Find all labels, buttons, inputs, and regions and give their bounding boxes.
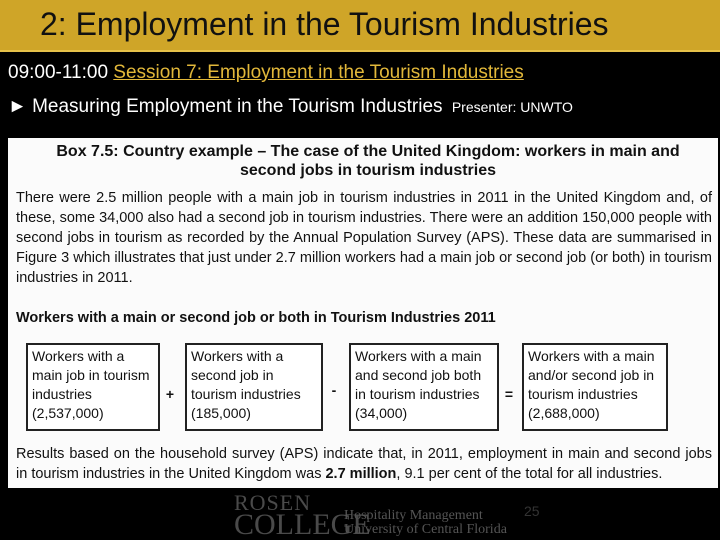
session-time: 09:00-11:00 <box>8 62 114 83</box>
box-paragraph: There were 2.5 million people with a main job in tourism industries in 2011 in the United Kingdom and, of these, some 34,000 also had a second job in tourism industries. There were an addition 150,000 people with second jobs in tourism as recorded by the Annual Population Survey (APS). These data are summarised in Figure 3 which illustrates that just under 2.7 million workers had a main job or second job (or both) in tourism industries in 2011. <box>16 190 712 286</box>
plus-operator: + <box>165 386 175 402</box>
box-title: Box 7.5: Country example – The case of the United Kingdom: workers in main and second jobs in tourism industries <box>56 143 680 179</box>
minus-operator: - <box>331 382 337 398</box>
workers-box-total <box>522 343 668 431</box>
page-number: 25 <box>524 503 540 519</box>
workers-box-second <box>185 343 323 431</box>
logo-hospitality: Hospitality Management <box>344 508 483 523</box>
workers-box-text: Workers with a main job in tourism industries <box>32 348 150 402</box>
equals-operator: = <box>504 386 514 402</box>
results-text-end: , 9.1 per cent of the total for all industries. <box>396 466 663 482</box>
workers-box-both <box>349 343 499 431</box>
slide-title: 2: Employment in the Tourism Industries <box>40 6 609 42</box>
workers-box-value: (2,688,000) <box>528 405 600 421</box>
measuring-line <box>8 96 573 118</box>
workers-heading: Workers with a main or second job or both in Tourism Industries 2011 <box>16 310 496 326</box>
measuring-text: ► Measuring Employment in the Tourism Industries <box>8 96 443 117</box>
results-text: Results based on the household survey (APS) indicate that, in 2011, employment in main and second jobs in tourism industries in the United Kingdom was <box>16 446 712 482</box>
workers-box-main <box>26 343 160 431</box>
workers-box-value: (185,000) <box>191 405 251 421</box>
presenter-label: Presenter: UNWTO <box>451 99 573 115</box>
session-line <box>8 62 524 84</box>
session-link[interactable]: Session 7: Employment in the Tourism Industries <box>113 62 524 83</box>
workers-box-text: Workers with a main and/or second job in tourism industries <box>528 348 655 402</box>
workers-box-text: Workers with a second job in tourism industries <box>191 348 301 402</box>
logo-university: University of Central Florida <box>344 522 507 537</box>
title-bar <box>0 0 720 52</box>
logo-rosen: ROSEN <box>234 490 312 515</box>
workers-box-text: Workers with a main and second job both in tourism industries <box>355 348 482 402</box>
results-paragraph <box>16 444 712 484</box>
workers-box-value: (34,000) <box>355 405 408 421</box>
box-content <box>8 138 718 488</box>
workers-box-value: (2,537,000) <box>32 405 104 421</box>
logo-college: COLLEGE <box>234 508 371 540</box>
rosen-college-logo <box>234 490 507 540</box>
results-highlight: 2.7 million <box>325 466 397 482</box>
